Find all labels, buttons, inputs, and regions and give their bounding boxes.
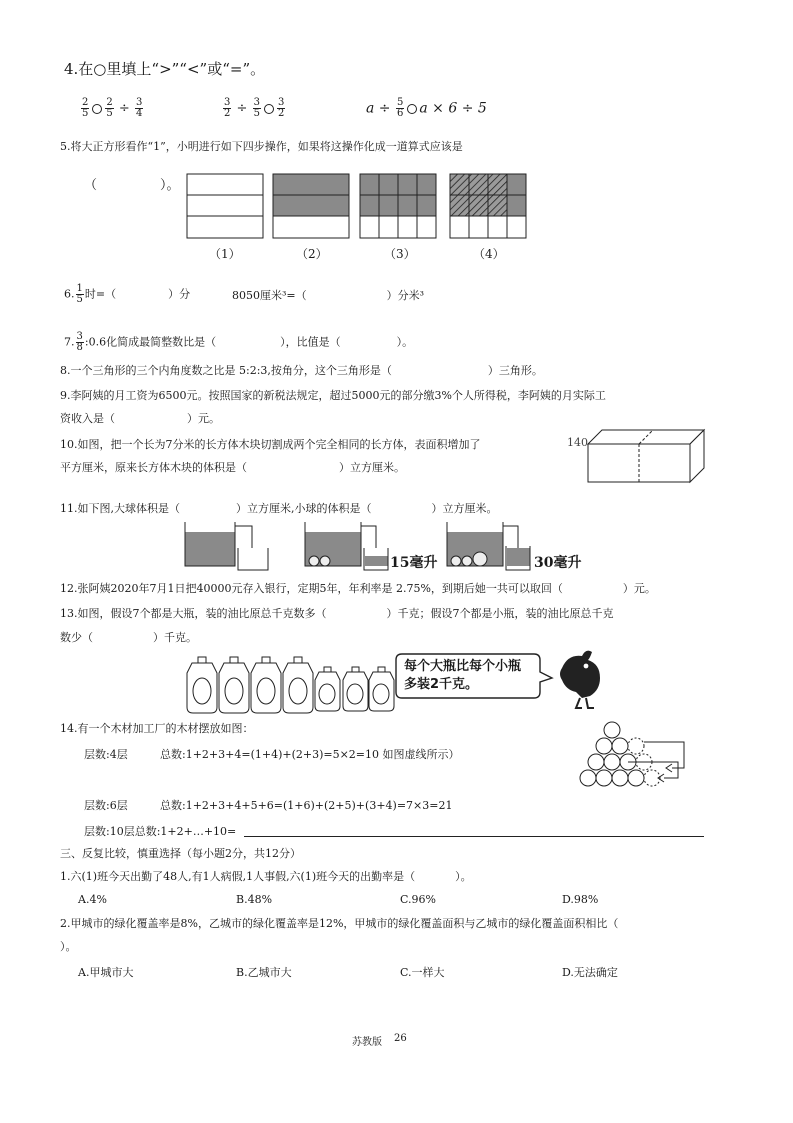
q5-text: 5.将大正方形看作“1”，小明进行如下四步操作，如果将这操作化成一道算式应该是 xyxy=(60,140,463,153)
footer-page-number: 26 xyxy=(394,1033,407,1044)
q9-line1: 9.李阿姨的月工资为6500元。按照国家的新税法规定，超过5000元的部分缴3%个人所得税，李阿姨的月实际工 xyxy=(60,389,606,402)
fraction: $\frac{2}{5}$ xyxy=(82,97,89,119)
fraction: $\frac{5}{6}$ xyxy=(396,97,404,119)
figure-3 xyxy=(360,174,436,238)
label-15ml: 15毫升 xyxy=(390,555,438,571)
q14-row2-total: 总数:1+2+3+4+5+6=(1+6)+(2+5)+(3+4)=7×3=21 xyxy=(160,799,453,812)
q7: 7. $\frac{3}{8}$ :0.6化简成最简整数比是（ ），比值是（ ）。 xyxy=(64,331,414,353)
big-bottle xyxy=(251,657,281,713)
label-30ml: 30毫升 xyxy=(534,555,582,571)
s3-q2-text: 2.甲城市的绿化覆盖率是8%，乙城市的绿化覆盖率是12%，甲城市的绿化覆盖面积与乙城市的绿化覆盖面积相比（ xyxy=(60,917,619,930)
cuboid-figure xyxy=(588,428,710,488)
q6-part2: 8050厘米³=（ ）分米³ xyxy=(232,289,425,302)
q4-item-3: a ÷ $\frac{5}{6}$ a × 6 ÷ 5 xyxy=(366,97,487,119)
answer-circle[interactable] xyxy=(92,104,102,114)
figure-2 xyxy=(273,174,349,238)
q14-title: 14.有一个木材加工厂的木材摆放如图： xyxy=(60,722,254,735)
q10-line1: 10.如图，把一个长为7分米的长方体木块切割成两个完全相同的长方体，表面积增加了 xyxy=(60,438,481,451)
s3-q2-end: ）。 xyxy=(60,940,77,953)
container-2 xyxy=(305,522,388,570)
q11: 11.如下图,大球体积是（ ）立方厘米,小球的体积是（ ）立方厘米。 xyxy=(60,502,498,515)
figure-label-1: （1） xyxy=(209,247,241,261)
s3-q1-option-d[interactable]: D.98% xyxy=(562,893,599,906)
big-bottle xyxy=(187,657,217,713)
q5-figures xyxy=(187,174,527,242)
footer-edition: 苏教版 xyxy=(352,1037,382,1048)
figure-1 xyxy=(187,174,263,238)
container-1 xyxy=(185,522,268,570)
q10-line2: 平方厘米，原来长方体木块的体积是（ ）立方厘米。 xyxy=(60,461,405,474)
s3-q2-option-d[interactable]: D.无法确定 xyxy=(562,966,618,979)
s3-q2-option-a[interactable]: A.甲城市大 xyxy=(78,966,134,979)
figure-label-4: （4） xyxy=(473,247,505,261)
fraction: $\frac{3}{5}$ xyxy=(253,97,260,119)
q4-item-2: $\frac{3}{2}$ ÷ $\frac{3}{5}$ $\frac{3}{2}$ xyxy=(224,97,285,119)
figure-label-2: （2） xyxy=(296,247,328,261)
fraction: $\frac{3}{8}$ xyxy=(76,331,83,353)
answer-circle[interactable] xyxy=(407,104,417,114)
q14-row1-total: 总数:1+2+3+4=(1+4)+(2+3)=5×2=10 如图虚线所示） xyxy=(160,748,460,761)
s3-q1-option-c[interactable]: C.96% xyxy=(400,893,436,906)
s3-q2-option-b[interactable]: B.乙城市大 xyxy=(236,966,292,979)
q9-line2: 资收入是（ ）元。 xyxy=(60,412,220,425)
fraction: $\frac{2}{5}$ xyxy=(106,97,113,119)
oil-bottles xyxy=(186,655,394,715)
fraction: $\frac{1}{5}$ xyxy=(76,283,83,305)
big-bottle xyxy=(219,657,249,713)
q14-row2-layers: 层数:6层 xyxy=(84,799,128,812)
s3-q1: 1.六(1)班今天出勤了48人,有1人病假,1人事假,六(1)班今天的出勤率是（ ）。 xyxy=(60,870,472,883)
big-bottle xyxy=(283,657,313,713)
q10-area-label: 140 xyxy=(567,436,588,449)
bubble-text: 每个大瓶比每个小瓶多装2千克。 xyxy=(404,659,522,692)
s3-q2-option-c[interactable]: C.一样大 xyxy=(400,966,445,979)
q13-line2: 数少（ ）千克。 xyxy=(60,631,197,644)
q6: 6. $\frac{1}{5}$ 时=（ ）分 xyxy=(64,283,191,305)
section3-title: 三、反复比较，慎重选择（每小题2分，共12分） xyxy=(60,847,301,860)
q8: 8.一个三角形的三个内角度数之比是 5:2:3,按角分，这个三角形是（ ）三角形。 xyxy=(60,364,543,377)
figure-label-3: （3） xyxy=(384,247,416,261)
fraction: $\frac{3}{4}$ xyxy=(135,97,143,119)
log-pile-figure xyxy=(574,718,694,790)
s3-q1-option-b[interactable]: B.48% xyxy=(236,893,273,906)
small-bottle xyxy=(315,667,340,711)
small-bottle xyxy=(369,667,394,711)
q5-blank-open[interactable]: （ xyxy=(84,178,98,193)
q13-line1: 13.如图，假设7个都是大瓶，装的油比原总千克数多（ ）千克；假设7个都是小瓶，装的油比原总千克 xyxy=(60,607,614,620)
answer-circle[interactable] xyxy=(264,104,274,114)
q4-item-1: $\frac{2}{5}$ $\frac{2}{5}$ ÷ $\frac{3}{4}$ xyxy=(82,97,143,119)
bird-illustration-icon xyxy=(556,648,606,714)
s3-q1-option-a[interactable]: A.4% xyxy=(78,893,107,906)
figure-4 xyxy=(450,174,526,238)
q12: 12.张阿姨2020年7月1日把40000元存入银行，定期5年，年利率是 2.75%，到期后她一共可以取回（ ）元。 xyxy=(60,582,656,595)
q5-blank-close: ）。 xyxy=(160,178,180,193)
fraction: $\frac{3}{2}$ xyxy=(277,97,285,119)
q14-row1-layers: 层数:4层 xyxy=(84,748,128,761)
small-bottle xyxy=(343,667,368,711)
q4-title: 4.在○里填上“>”“<”或“=”。 xyxy=(64,60,266,78)
answer-line[interactable] xyxy=(244,836,704,837)
container-3 xyxy=(447,522,530,570)
q14-row3: 层数:10层总数:1+2+…+10= xyxy=(84,825,237,838)
fraction: $\frac{3}{2}$ xyxy=(224,97,231,119)
